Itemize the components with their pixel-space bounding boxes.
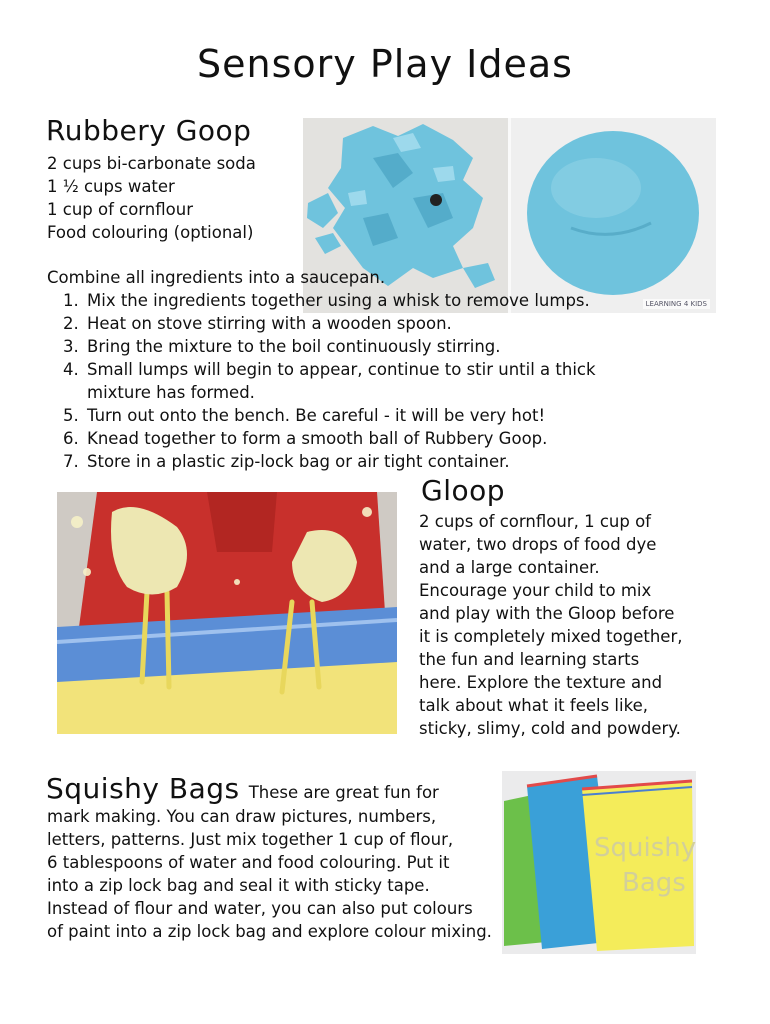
squishy-bags-photo [502, 771, 696, 954]
rubbery-goop-steps [47, 289, 707, 473]
gloop-line: Encourage your child to mix [419, 581, 652, 600]
step-item [47, 289, 707, 312]
page-title: Sensory Play Ideas [197, 42, 573, 86]
step-item [47, 312, 707, 335]
gloop-line: 2 cups of cornflour, 1 cup of [419, 512, 651, 531]
step-number: 5. [63, 406, 79, 425]
step-number: 1. [63, 291, 79, 310]
step-number: 7. [63, 452, 79, 471]
squishy-bags-line: into a zip lock bag and seal it with sticky tape. [47, 876, 430, 895]
step-number: 4. [63, 360, 79, 379]
squishy-bags-description [47, 805, 492, 943]
step-number: 2. [63, 314, 79, 333]
step-text: Bring the mixture to the boil continuously stirring. [87, 337, 501, 356]
gloop-line: here. Explore the texture and [419, 673, 663, 692]
step-text: Store in a plastic zip-lock bag or air tight container. [87, 452, 510, 471]
gloop-photo [57, 492, 397, 734]
gloop-line: water, two drops of food dye [419, 535, 657, 554]
step-text: Knead together to form a smooth ball of Rubbery Goop. [87, 429, 548, 448]
gloop-line: sticky, slimy, cold and powdery. [419, 719, 681, 738]
gloop-heading: Gloop [421, 474, 506, 507]
squishy-bags-heading: Squishy Bags [46, 772, 240, 805]
squishy-bags-line: letters, patterns. Just mix together 1 cup of flour, [47, 830, 454, 849]
step-text: Small lumps will begin to appear, continue to stir until a thick [87, 360, 596, 379]
rubbery-goop-intro: Combine all ingredients into a saucepan. [47, 268, 386, 287]
gloop-line: and play with the Gloop before [419, 604, 675, 623]
ingredient-item: 1 ½ cups water [47, 177, 175, 196]
squishy-bags-line: These are great fun for [248, 783, 439, 802]
gloop-line: the fun and learning starts [419, 650, 640, 669]
ball-goop-image [511, 118, 716, 313]
step-number: 6. [63, 429, 79, 448]
step-text: mixture has formed. [87, 383, 255, 402]
bag-text-2: Bags [622, 868, 686, 898]
watermark-logo: LEARNING 4 KIDS [643, 299, 710, 309]
gloop-description [419, 510, 682, 740]
gloop-line: and a large container. [419, 558, 600, 577]
squishy-bags-line: of paint into a zip lock bag and explore colour mixing. [47, 922, 492, 941]
step-text: Heat on stove stirring with a wooden spoon. [87, 314, 452, 333]
rubbery-goop-heading: Rubbery Goop [46, 114, 252, 147]
step-item [47, 335, 707, 358]
bag-text-1: Squishy [594, 833, 696, 863]
squishy-bags-first-line [46, 772, 439, 805]
step-item [47, 427, 707, 450]
step-text: Turn out onto the bench. Be careful - it will be very hot! [87, 406, 546, 425]
squishy-bags-line: Instead of flour and water, you can also put colours [47, 899, 473, 918]
step-text: Mix the ingredients together using a whisk to remove lumps. [87, 291, 590, 310]
step-item [47, 404, 707, 427]
rubbery-goop-ingredients [47, 152, 256, 244]
step-item [47, 450, 707, 473]
ingredient-item: 1 cup of cornflour [47, 200, 193, 219]
step-number: 3. [63, 337, 79, 356]
ingredient-item: 2 cups bi-carbonate soda [47, 154, 256, 173]
ingredient-item: Food colouring (optional) [47, 223, 254, 242]
squishy-bags-line: 6 tablespoons of water and food colouring. Put it [47, 853, 450, 872]
step-item [47, 358, 707, 404]
gloop-line: talk about what it feels like, [419, 696, 648, 715]
squishy-bags-line: mark making. You can draw pictures, numbers, [47, 807, 437, 826]
gloop-line: it is completely mixed together, [419, 627, 683, 646]
